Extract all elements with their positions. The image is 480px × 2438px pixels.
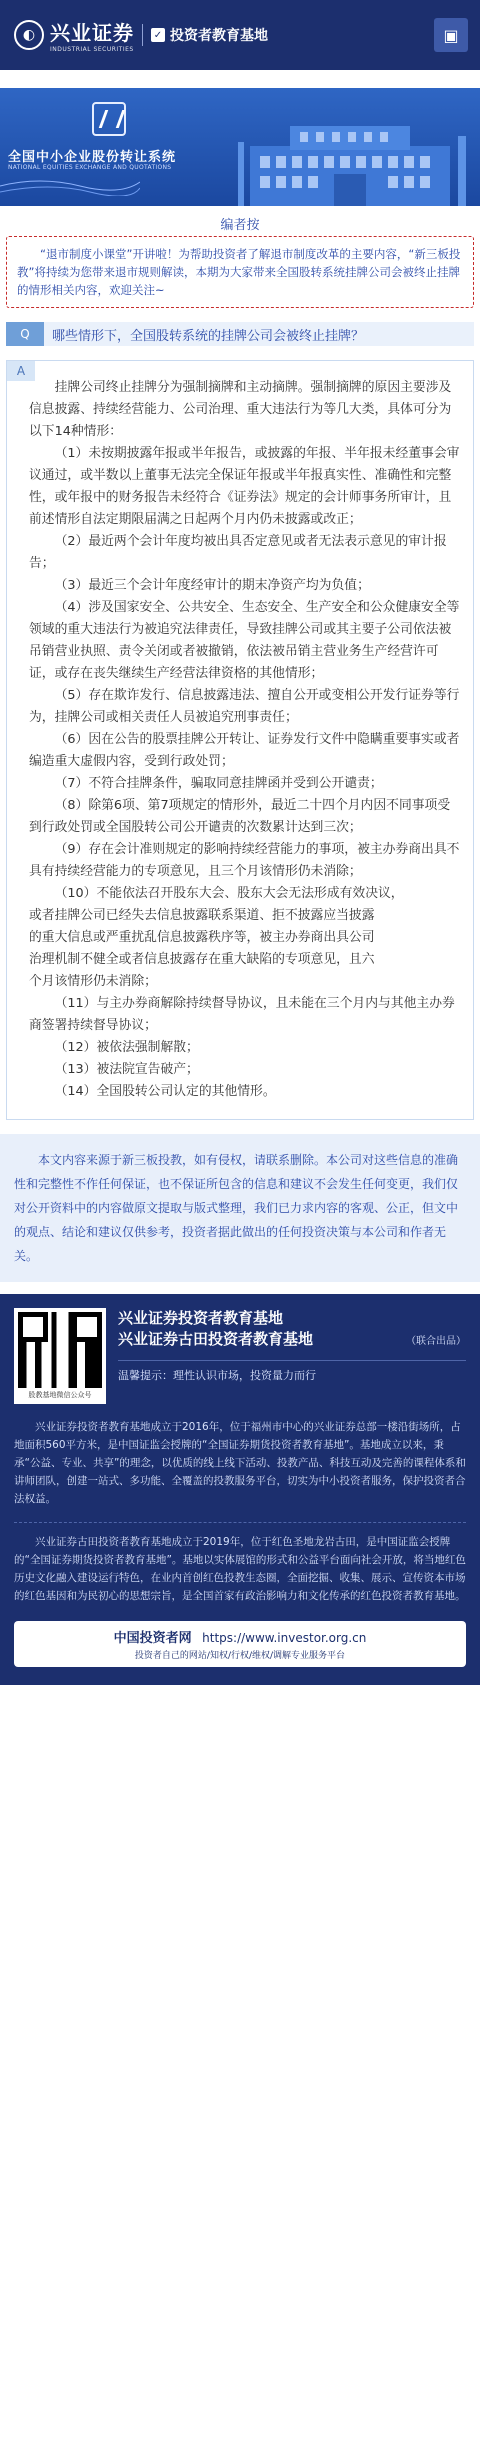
qr-label: 股教基地微信公众号 <box>28 1391 92 1399</box>
answer-badge: A <box>7 361 35 381</box>
corner-logo-icon[interactable]: ▣ <box>434 18 468 52</box>
answer-paragraph: （8）除第6项、第7项规定的情形外，最近二十四个月内因不同事项受到行政处罚或全国股转公司公开谴责的次数累计达到三次； <box>29 798 451 835</box>
education-base-label: 投资者教育基地 <box>170 28 268 44</box>
answer-text <box>29 377 461 1103</box>
editor-note-label: 编者按 <box>0 214 480 234</box>
answer-paragraph: （14）全国股转公司认定的其他情形。 <box>54 1084 276 1099</box>
qr-code[interactable] <box>14 1308 106 1404</box>
answer-paragraph: 的重大信息或严重扰乱信息披露秩序等，被主办券商出具公司 <box>29 930 375 945</box>
question-row <box>6 322 474 346</box>
education-base-icon: ✓ <box>151 28 165 42</box>
investor-site-url[interactable]: https://www.investor.org.cn <box>202 1631 367 1645</box>
disclaimer: 本文内容来源于新三板投教，如有侵权，请联系删除。本公司对这些信息的准确性和完整性不作任何保证，也不保证所包含的信息和建议不会发生任何变更，我们仅对公开资料中的内容做原文提取与版式整理，我们已力求内容的客观、公正，但文中的观点、结论和建议仅供参考，投资者据此做出的任何投资决策与本公司和作者无关。 <box>0 1134 480 1282</box>
brand-name-en: INDUSTRIAL SECURITIES <box>50 46 134 53</box>
header-divider <box>142 24 143 46</box>
education-base-badge <box>151 25 268 45</box>
brand-name: 兴业证券 <box>50 21 134 45</box>
building-illustration <box>230 106 480 206</box>
answer-paragraph: （9）存在会计准则规定的影响持续经营能力的事项，被主办券商出具不具有持续经营能力的专项意见，且三个月该情形仍未消除； <box>29 842 460 879</box>
footer <box>0 1294 480 1685</box>
footer-paragraph-1: 兴业证券投资者教育基地成立于2016年，位于福州市中心的兴业证券总部一楼沿街场所，占地面积560平方米，是中国证监会授牌的“全国证券期货投资者教育基地”。基地成立以来，秉承“公益、专业、共享”的理念，以优质的线上线下活动、投教产品、科技互动及完善的课程体系和讲师团队，创建一站式、多功能、全覆盖的投教服务平台，切实为中小投资者服务，保护投资者合法权益。 <box>14 1421 466 1505</box>
answer-paragraph: （6）因在公告的股票挂牌公开转让、证券发行文件中隐瞒重要事实或者编造重大虚假内容，受到行政处罚； <box>29 732 460 769</box>
brand-logo-icon: ◐ <box>14 20 44 50</box>
investor-site-name: 中国投资者网 <box>113 1631 192 1646</box>
investor-site-link[interactable] <box>14 1621 466 1667</box>
question-text: 哪些情形下，全国股转系统的挂牌公司会被终止挂牌？ <box>52 328 365 344</box>
banner-decoration <box>0 172 140 196</box>
editor-note-box: “退市制度小课堂”开讲啦！为帮助投资者了解退市制度改革的主要内容，“新三板投教”将持续为您带来退市规则解读，本期为大家带来全国股转系统挂牌公司会被终止挂牌的情形相关内容，欢迎关注~ <box>6 236 474 308</box>
answer-paragraph: 挂牌公司终止挂牌分为强制摘牌和主动摘牌。强制摘牌的原因主要涉及信息披露、持续经营能力、公司治理、重大违法行为等几大类，具体可分为以下14种情形： <box>29 380 452 439</box>
banner <box>0 88 480 206</box>
footer-title-1: 兴业证券投资者教育基地 <box>118 1309 284 1327</box>
neeq-logo-icon <box>92 102 126 136</box>
qr-code-icon <box>18 1312 102 1388</box>
answer-paragraph: （4）涉及国家安全、公共安全、生态安全、生产安全和公众健康安全等领域的重大违法行为被追究法律责任，导致挂牌公司或其主要子公司依法被吊销营业执照、责令关闭或者被撤销，依法被吊销主营业务生产经营许可证，或存在丧失继续生产经营法律资格的其他情形； <box>29 600 460 681</box>
answer-paragraph: 治理机制不健全或者信息披露存在重大缺陷的专项意见，且六 <box>29 952 375 967</box>
answer-paragraph: （12）被依法强制解散； <box>54 1040 199 1055</box>
joint-production-label: （联合出品） <box>406 1336 466 1347</box>
answer-paragraph: （13）被法院宣告破产； <box>54 1062 199 1077</box>
answer-paragraph: （7）不符合挂牌条件，骗取同意挂牌函并受到公开谴责； <box>54 776 383 791</box>
answer-box <box>6 360 474 1120</box>
answer-paragraph: （5）存在欺诈发行、信息披露违法、擅自公开或变相公开发行证券等行为，挂牌公司或相关责任人员被追究刑事责任； <box>29 688 460 725</box>
banner-title: 全国中小企业股份转让系统 <box>8 150 177 165</box>
top-header <box>0 0 480 70</box>
warm-tip: 温馨提示：理性认识市场，投资量力而行 <box>118 1360 466 1383</box>
brand <box>14 17 134 53</box>
answer-paragraph: （11）与主办券商解除持续督导协议，且未能在三个月内与其他主办券商签署持续督导协议； <box>29 996 455 1033</box>
answer-paragraph: 或者挂牌公司已经失去信息披露联系渠道、拒不披露应当披露 <box>29 908 375 923</box>
footer-paragraph-2: 兴业证券古田投资者教育基地成立于2019年，位于红色圣地龙岩古田，是中国证监会授牌的“全国证券期货投资者教育基地”。基地以实体展馆的形式和公益平台面向社会开放，将当地红色历史文化融入建设运行特色，在业内首创红色投教生态圈，全面挖掘、收集、展示、宣传资本市场的红色基因和为民初心的思想宗旨，是全国首家有政治影响力和文化传承的红色投资者教育基地。 <box>14 1522 466 1605</box>
answer-paragraph: （2）最近两个会计年度均被出具否定意见或者无法表示意见的审计报告； <box>29 534 447 571</box>
answer-paragraph: （1）未按期披露年报或半年报告，或披露的年报、半年报未经董事会审议通过，或半数以上董事无法完全保证年报或半年报真实性、准确性和完整性，或年报中的财务报告未经符合《证券法》规定的会计师事务所审计，且前述情形自法定期限届满之日起两个月内仍未披露或改正； <box>29 446 460 527</box>
investor-site-slogan: 投资者自己的网站/知权/行权/维权/调解专业服务平台 <box>134 1651 346 1661</box>
answer-paragraph: （10）不能依法召开股东大会、股东大会无法形成有效决议， <box>54 886 404 901</box>
answer-paragraph: 个月该情形仍未消除； <box>29 974 157 989</box>
footer-title-2: 兴业证券古田投资者教育基地 <box>118 1330 314 1348</box>
banner-subtitle: NATIONAL EQUITIES EXCHANGE AND QUOTATIONS <box>8 164 172 171</box>
answer-paragraph: （3）最近三个会计年度经审计的期末净资产均为负值； <box>54 578 370 593</box>
question-badge: Q <box>6 322 44 346</box>
